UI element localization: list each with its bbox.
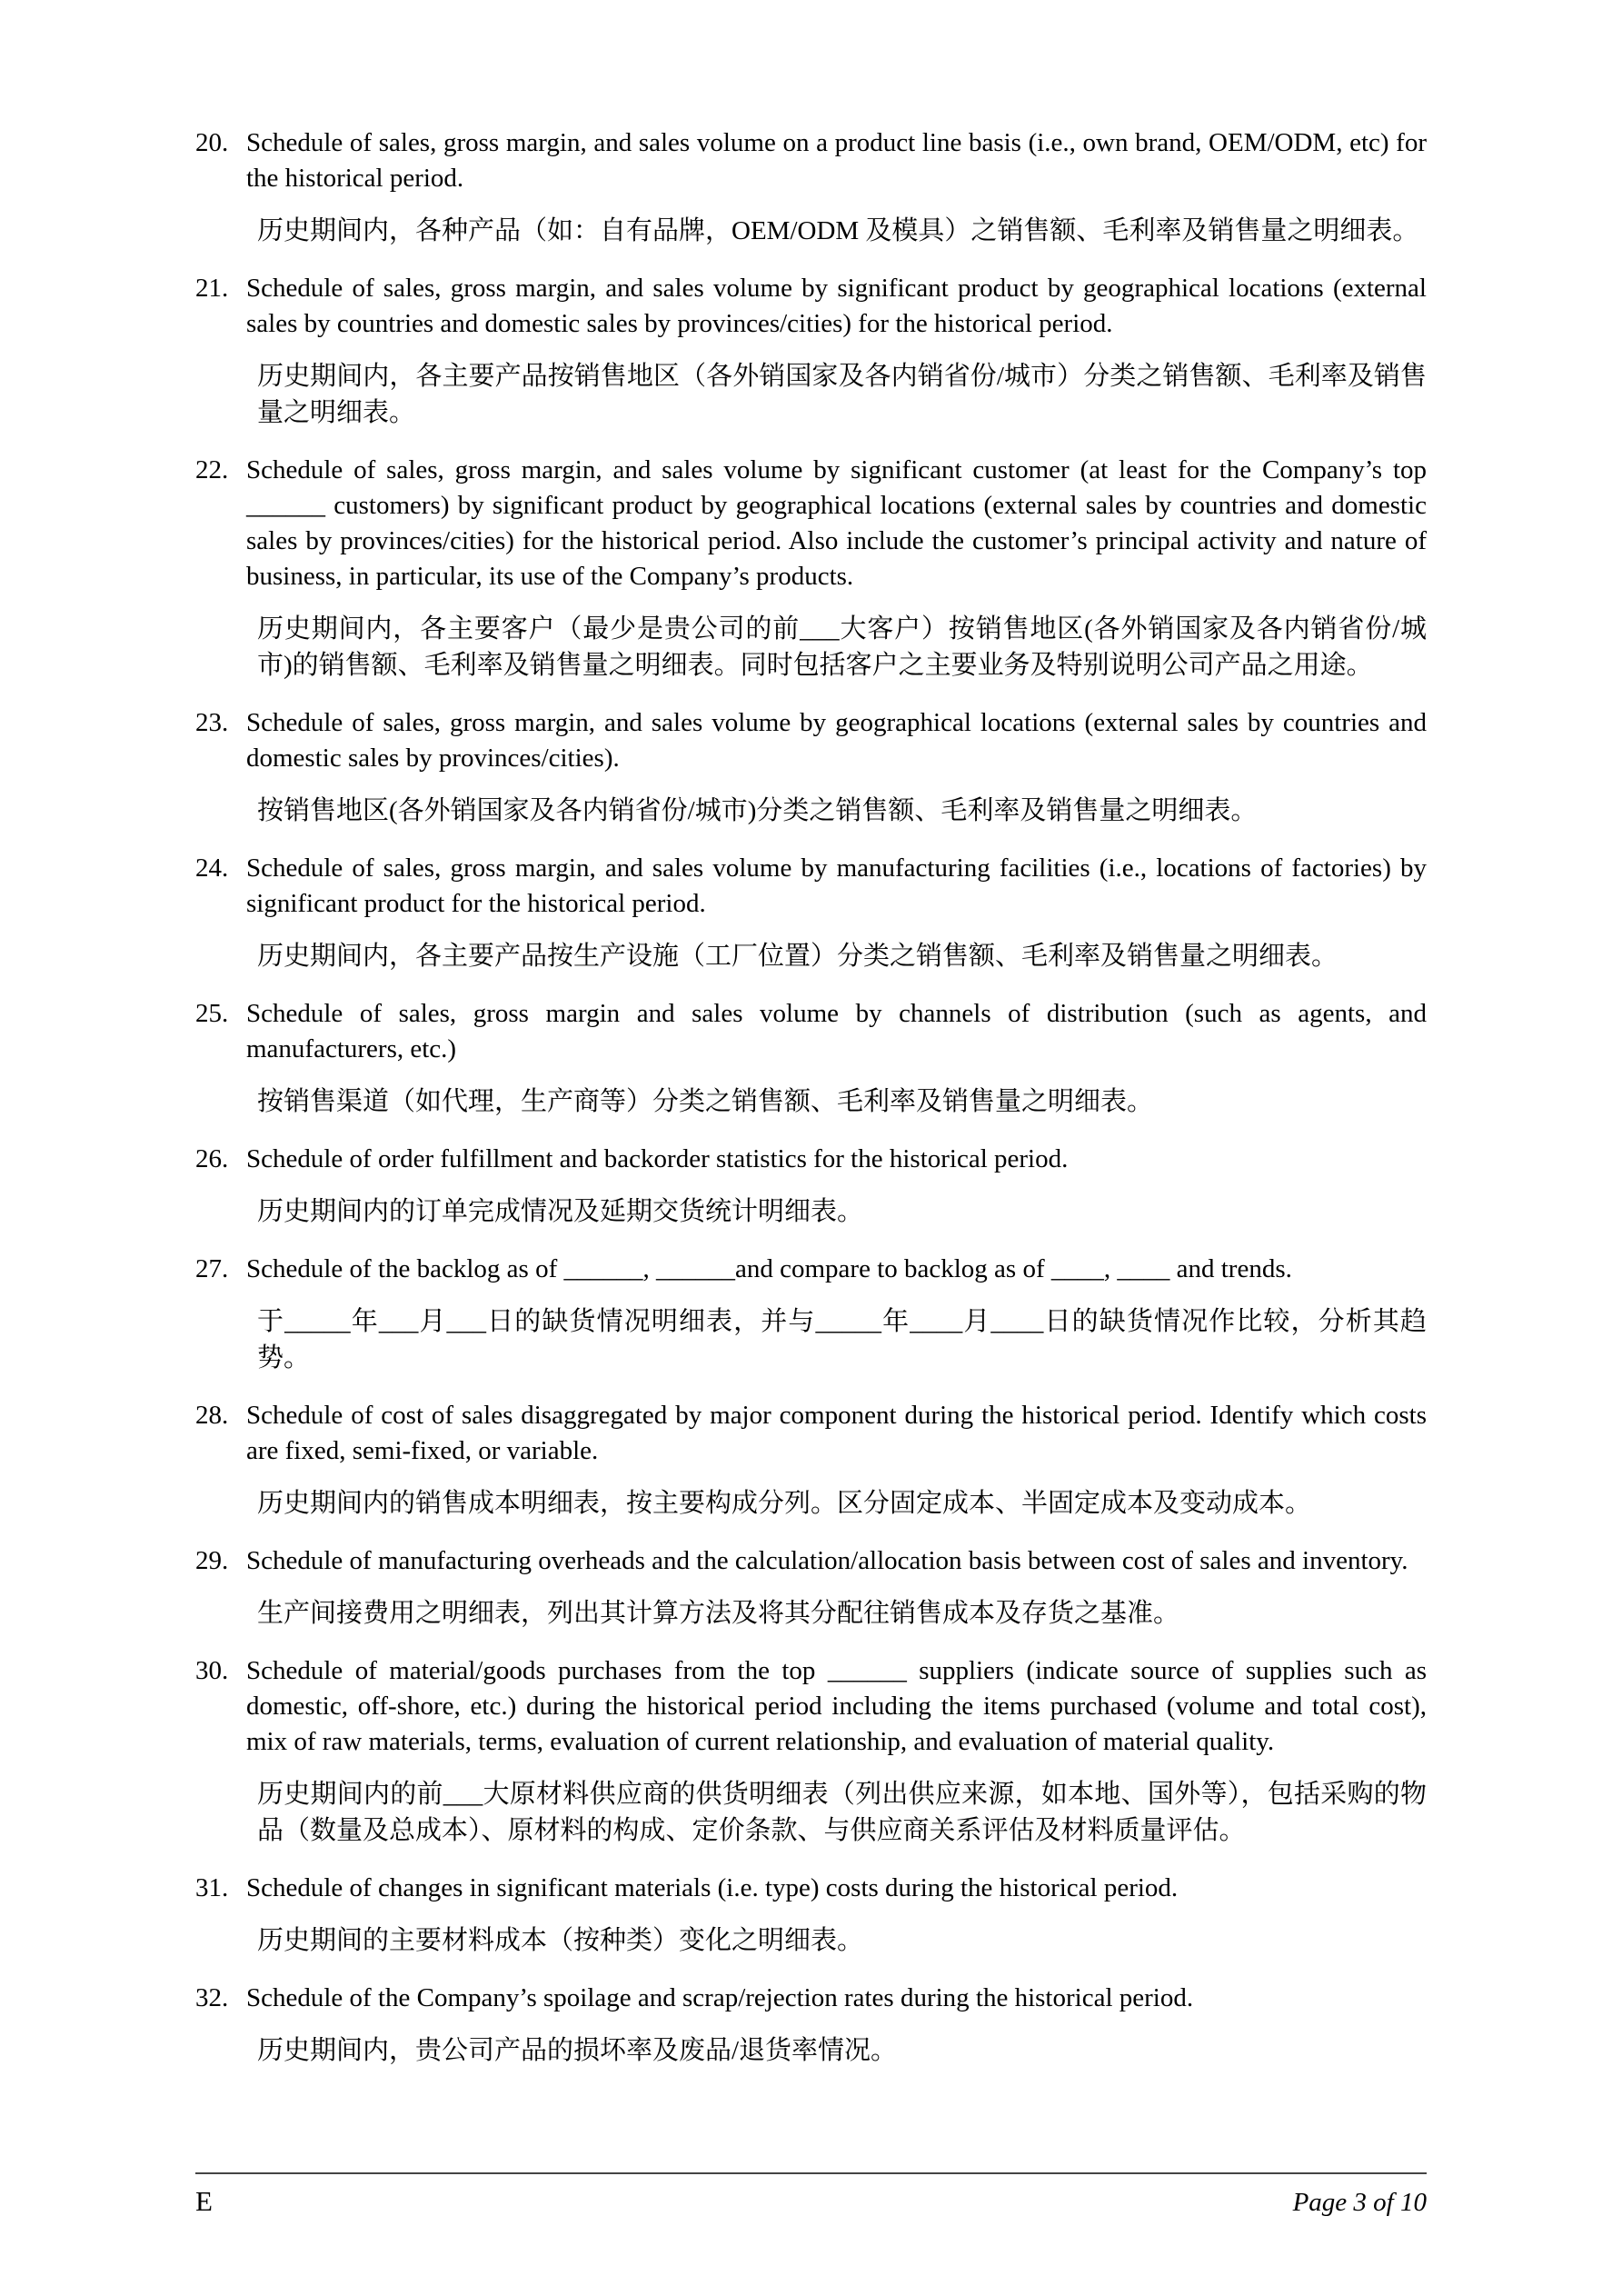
item-body xyxy=(246,1543,1427,1632)
item-text-english: Schedule of sales, gross margin, and sales volume by manufacturing facilities (i.e., locations of factories) by significant product for the historical period. xyxy=(246,854,1427,918)
item-text-english: Schedule of sales, gross margin, and sales volume by significant product by geographical locations (external sales by countries and domestic sales by provinces/cities) for the historical period. xyxy=(246,274,1427,338)
item-text-english: Schedule of cost of sales disaggregated by major component during the historical period. Identify which costs are fixed, semi-fixed, or variable. xyxy=(246,1401,1427,1465)
page-number: Page 3 of 10 xyxy=(1292,2188,1427,2217)
checklist-item xyxy=(195,705,1427,829)
item-body xyxy=(246,1871,1427,1959)
item-body xyxy=(246,705,1427,829)
item-number: 23. xyxy=(195,708,229,737)
item-text-chinese: 历史期间内的销售成本明细表，按主要构成分列。区分固定成本、半固定成本及变动成本。 xyxy=(257,1489,1312,1518)
item-text-english: Schedule of sales, gross margin and sales volume by channels of distribution (such as agents, and manufacturers, etc.) xyxy=(246,999,1427,1063)
item-text-chinese: 历史期间内，各主要产品按生产设施（工厂位置）分类之销售额、毛利率及销售量之明细表。 xyxy=(257,942,1338,971)
page-footer xyxy=(195,2172,1427,2218)
item-text-english: Schedule of the Company’s spoilage and scrap/rejection rates during the historical period. xyxy=(246,1983,1194,2012)
item-number: 29. xyxy=(195,1546,229,1575)
checklist-item xyxy=(195,271,1427,431)
item-text-english: Schedule of order fulfillment and backorder statistics for the historical period. xyxy=(246,1144,1069,1173)
item-text-english: Schedule of material/goods purchases from the top ______ suppliers (indicate source of supplies such as domestic, off-shore, etc.) during the historical period including the items purchased (volume and total cost), mix of raw materials, terms, evaluation of current relationship, and evaluation of material quality. xyxy=(246,1656,1427,1756)
item-text-english: Schedule of manufacturing overheads and the calculation/allocation basis between cost of sales and inventory. xyxy=(246,1546,1408,1575)
footer-divider xyxy=(195,2172,1427,2174)
checklist-item xyxy=(195,1981,1427,2069)
checklist-item xyxy=(195,1252,1427,1376)
item-text-english: Schedule of sales, gross margin, and sales volume on a product line basis (i.e., own brand, OEM/ODM, etc) for the historical period. xyxy=(246,128,1427,193)
item-number: 32. xyxy=(195,1983,229,2012)
item-body xyxy=(246,1398,1427,1522)
item-body xyxy=(246,271,1427,431)
item-text-english: Schedule of the backlog as of ______, ______and compare to backlog as of ____, ____ and trends. xyxy=(246,1254,1292,1283)
item-body xyxy=(246,996,1427,1120)
item-number: 28. xyxy=(195,1401,229,1430)
item-text-chinese: 历史期间内，各主要客户（最少是贵公司的前___大客户）按销售地区(各外销国家及各内销省份/城市)的销售额、毛利率及销售量之明细表。同时包括客户之主要业务及特别说明公司产品之用途。 xyxy=(257,614,1427,680)
item-text-chinese: 于_____年___月___日的缺货情况明细表，并与_____年____月____日的缺货情况作比较，分析其趋势。 xyxy=(257,1307,1427,1373)
item-text-chinese: 按销售地区(各外销国家及各内销省份/城市)分类之销售额、毛利率及销售量之明细表。 xyxy=(257,796,1258,825)
item-body xyxy=(246,453,1427,684)
item-text-chinese: 历史期间的主要材料成本（按种类）变化之明细表。 xyxy=(257,1926,864,1955)
checklist-item xyxy=(195,1398,1427,1522)
item-number: 30. xyxy=(195,1656,229,1685)
item-text-chinese: 历史期间内，各种产品（如：自有品牌，OEM/ODM 及模具）之销售额、毛利率及销售量之明细表。 xyxy=(257,216,1419,245)
checklist-item xyxy=(195,851,1427,974)
footer-section-label: E xyxy=(195,2185,213,2217)
item-number: 22. xyxy=(195,455,229,484)
checklist-item xyxy=(195,1142,1427,1230)
checklist-item xyxy=(195,1871,1427,1959)
checklist-item xyxy=(195,996,1427,1120)
item-text-chinese: 历史期间内，各主要产品按销售地区（各外销国家及各内销省份/城市）分类之销售额、毛利率及销售量之明细表。 xyxy=(257,362,1427,427)
item-text-chinese: 历史期间内，贵公司产品的损坏率及废品/退货率情况。 xyxy=(257,2036,898,2065)
item-body xyxy=(246,125,1427,249)
item-text-english: Schedule of sales, gross margin, and sales volume by significant customer (at least for the Company’s top ______ customers) by significant product by geographical locations (external sales by countries and domestic sales by provinces/cities) for the historical period. Also include the customer’s principal activity and nature of business, in particular, its use of the Company’s products. xyxy=(246,455,1427,591)
item-body xyxy=(246,1142,1427,1230)
checklist-item xyxy=(195,453,1427,684)
item-text-chinese: 历史期间内的前___大原材料供应商的供货明细表（列出供应来源，如本地、国外等），包括采购的物品（数量及总成本）、原材料的构成、定价条款、与供应商关系评估及材料质量评估。 xyxy=(257,1780,1427,1845)
item-number: 21. xyxy=(195,274,229,303)
checklist-item xyxy=(195,125,1427,249)
item-number: 20. xyxy=(195,128,229,157)
item-body xyxy=(246,1653,1427,1849)
checklist-item xyxy=(195,1543,1427,1632)
item-number: 27. xyxy=(195,1254,229,1283)
item-number: 26. xyxy=(195,1144,229,1173)
item-body xyxy=(246,851,1427,974)
item-number: 31. xyxy=(195,1873,229,1902)
checklist-item xyxy=(195,1653,1427,1849)
item-text-chinese: 生产间接费用之明细表，列出其计算方法及将其分配往销售成本及存货之基准。 xyxy=(257,1599,1180,1628)
item-body xyxy=(246,1252,1427,1376)
item-body xyxy=(246,1981,1427,2069)
item-text-english: Schedule of changes in significant materials (i.e. type) costs during the historical period. xyxy=(246,1873,1179,1902)
item-number: 25. xyxy=(195,999,229,1028)
due-diligence-checklist xyxy=(195,125,1427,2069)
item-number: 24. xyxy=(195,854,229,883)
footer-row xyxy=(195,2185,1427,2218)
item-text-english: Schedule of sales, gross margin, and sales volume by geographical locations (external sales by countries and domestic sales by provinces/cities). xyxy=(246,708,1427,773)
item-text-chinese: 按销售渠道（如代理，生产商等）分类之销售额、毛利率及销售量之明细表。 xyxy=(257,1087,1154,1116)
item-text-chinese: 历史期间内的订单完成情况及延期交货统计明细表。 xyxy=(257,1197,864,1226)
